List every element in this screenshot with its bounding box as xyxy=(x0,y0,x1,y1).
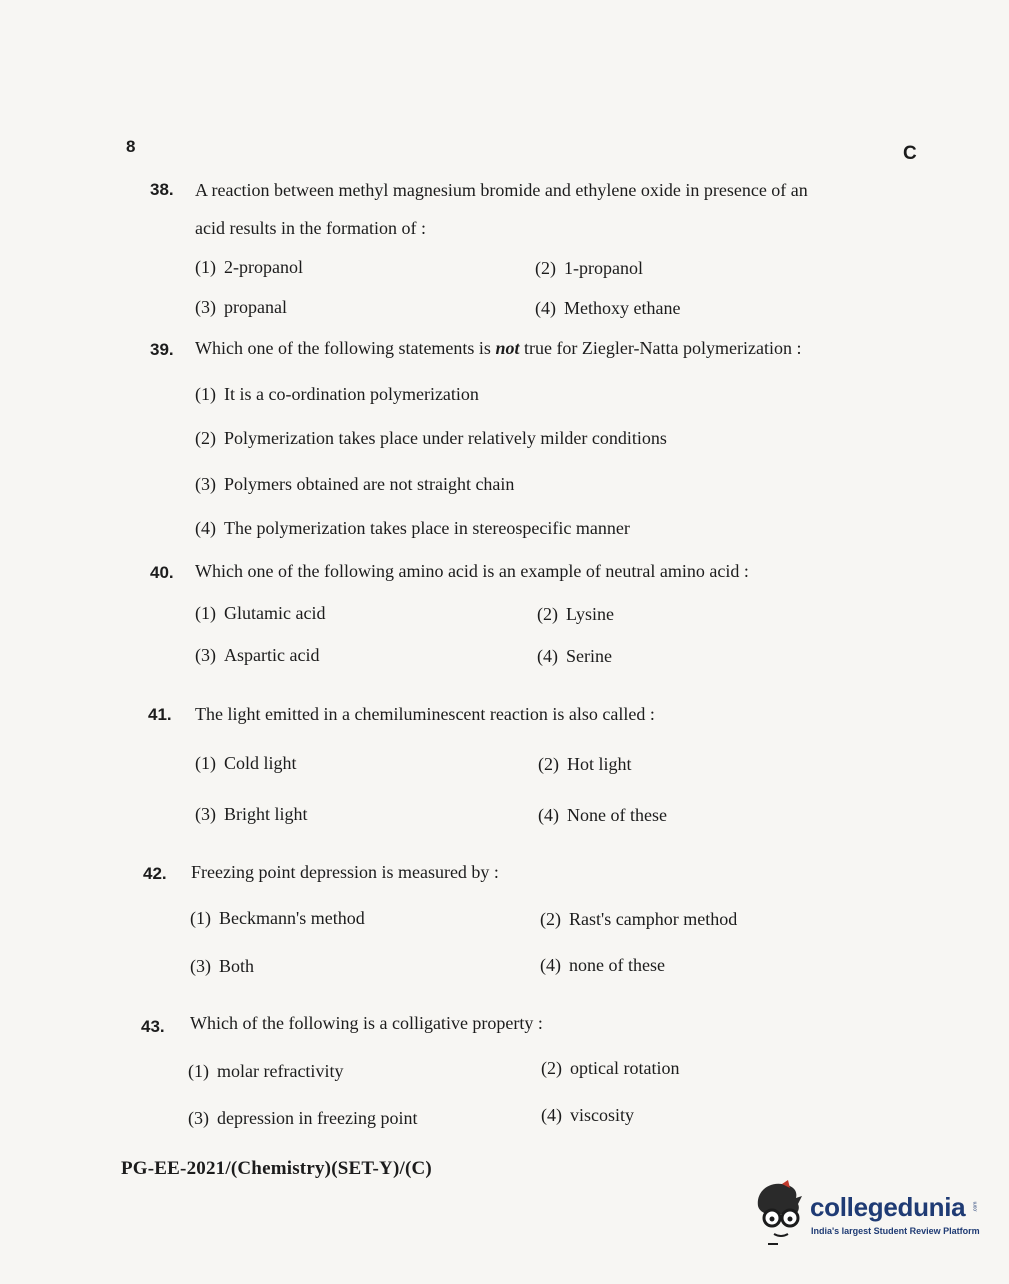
question-number: 42. xyxy=(143,864,167,883)
option-number: (2) xyxy=(538,754,559,774)
option-text: Cold light xyxy=(224,753,297,773)
option-text: The polymerization takes place in stereospecific manner xyxy=(224,518,630,538)
option-1 xyxy=(190,908,365,929)
question-number: 38. xyxy=(150,180,174,199)
option-1 xyxy=(195,384,479,405)
option-text: Rast's camphor method xyxy=(569,909,738,929)
option-4 xyxy=(538,805,667,826)
option-text: Beckmann's method xyxy=(219,908,365,928)
option-number: (3) xyxy=(195,645,216,665)
option-number: (4) xyxy=(538,805,559,825)
logo-tagline: India's largest Student Review Platform xyxy=(811,1226,980,1236)
question-text xyxy=(195,329,801,367)
option-4 xyxy=(535,298,680,319)
option-1 xyxy=(195,257,303,278)
option-number: (2) xyxy=(541,1058,562,1078)
option-2 xyxy=(537,604,614,625)
option-text: propanal xyxy=(224,297,287,317)
option-number: (1) xyxy=(195,257,216,277)
question-text: A reaction between methyl magnesium bromide and ethylene oxide in presence of an xyxy=(195,180,808,200)
question-number: 40. xyxy=(150,563,174,582)
option-2 xyxy=(535,258,643,279)
option-2 xyxy=(538,754,632,775)
option-text: 1-propanol xyxy=(564,258,643,278)
option-number: (4) xyxy=(537,646,558,666)
option-text: Polymers obtained are not straight chain xyxy=(224,474,515,494)
question-number: 39. xyxy=(150,340,174,359)
option-text: optical rotation xyxy=(570,1058,680,1078)
option-number: (3) xyxy=(195,804,216,824)
logo-suffix: .com xyxy=(972,1201,979,1213)
collegedunia-logo[interactable] xyxy=(752,1178,982,1248)
question-number: 41. xyxy=(148,705,172,724)
page-number: 8 xyxy=(126,137,136,156)
option-number: (3) xyxy=(195,474,216,494)
option-number: (1) xyxy=(195,753,216,773)
option-text: None of these xyxy=(567,805,667,825)
option-3 xyxy=(188,1108,417,1129)
option-text: Glutamic acid xyxy=(224,603,326,623)
option-text: 2-propanol xyxy=(224,257,303,277)
option-text: Both xyxy=(219,956,255,976)
option-4 xyxy=(537,646,612,667)
question-text-pre: Which one of the following statements is xyxy=(195,338,496,358)
set-code: C xyxy=(903,143,917,164)
option-1 xyxy=(188,1061,343,1082)
option-1 xyxy=(195,753,297,774)
option-text: viscosity xyxy=(570,1105,635,1125)
option-number: (1) xyxy=(195,603,216,623)
option-number: (1) xyxy=(188,1061,209,1081)
option-text: Hot light xyxy=(567,754,632,774)
option-4 xyxy=(195,518,630,539)
option-number: (2) xyxy=(540,909,561,929)
option-3 xyxy=(195,804,308,825)
question-text: Which one of the following amino acid is an example of neutral amino acid : xyxy=(195,561,749,581)
option-text: It is a co-ordination polymerization xyxy=(224,384,479,404)
option-3 xyxy=(195,645,319,666)
question-text: Freezing point depression is measured by : xyxy=(191,862,499,882)
option-text: Polymerization takes place under relatively milder conditions xyxy=(224,428,667,448)
option-text: molar refractivity xyxy=(217,1061,344,1081)
question-text-post: true for Ziegler-Natta polymerization : xyxy=(519,338,802,358)
option-number: (2) xyxy=(195,428,216,448)
question-text: The light emitted in a chemiluminescent reaction is also called : xyxy=(195,704,655,724)
option-text: depression in freezing point xyxy=(217,1108,418,1128)
option-text: Aspartic acid xyxy=(224,645,320,665)
option-number: (4) xyxy=(541,1105,562,1125)
option-4 xyxy=(541,1105,634,1126)
option-text: Serine xyxy=(566,646,612,666)
logo-name: collegedunia xyxy=(810,1192,966,1222)
option-number: (3) xyxy=(195,297,216,317)
option-number: (3) xyxy=(190,956,211,976)
option-text: none of these xyxy=(569,955,665,975)
option-text: Bright light xyxy=(224,804,308,824)
question-number: 43. xyxy=(141,1017,165,1036)
option-2 xyxy=(540,909,737,930)
option-text: Methoxy ethane xyxy=(564,298,681,318)
option-3 xyxy=(190,956,254,977)
option-number: (2) xyxy=(537,604,558,624)
student-mascot-icon xyxy=(752,1178,810,1248)
emphasis-not: not xyxy=(495,338,520,358)
question-text: Which of the following is a colligative property : xyxy=(190,1013,543,1033)
option-2 xyxy=(541,1058,679,1079)
option-3 xyxy=(195,297,287,318)
paper-code: PG-EE-2021/(Chemistry)(SET-Y)/(C) xyxy=(121,1158,432,1179)
option-number: (1) xyxy=(195,384,216,404)
option-number: (3) xyxy=(188,1108,209,1128)
question-text-line2: acid results in the formation of : xyxy=(195,218,426,238)
option-3 xyxy=(195,474,514,495)
option-1 xyxy=(195,603,325,624)
option-2 xyxy=(195,428,667,449)
option-number: (4) xyxy=(195,518,216,538)
option-4 xyxy=(540,955,665,976)
option-text: Lysine xyxy=(566,604,614,624)
option-number: (4) xyxy=(535,298,556,318)
option-number: (2) xyxy=(535,258,556,278)
option-number: (1) xyxy=(190,908,211,928)
option-number: (4) xyxy=(540,955,561,975)
